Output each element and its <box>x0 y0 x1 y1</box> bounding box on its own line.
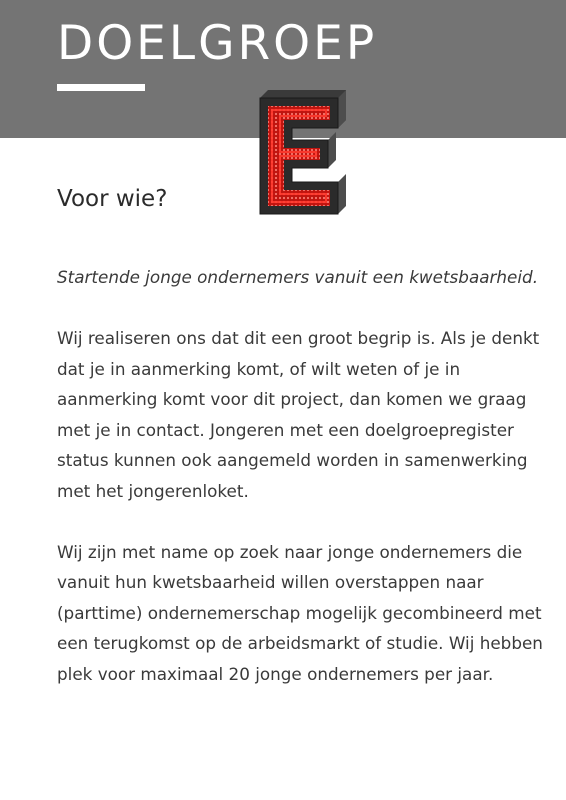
paragraph-target-group: Wij realiseren ons dat dit een groot begrip is. Als je denkt dat je in aanmerking komt, of wilt weten of je in aanmerking komt voor dit project, dan komen we graag met je in contact. Jongeren met een doelgroepregister status kunnen ook aangemeld worden in samenwerking met het jongerenloket. <box>57 328 540 501</box>
body-text <box>57 262 557 720</box>
marquee-letter-e-icon <box>250 84 350 216</box>
section-subheading: Voor wie? <box>57 186 168 212</box>
title-underline <box>57 84 145 91</box>
page-title: DOELGROEP <box>57 16 378 71</box>
paragraph-looking-for: Wij zijn met name op zoek naar jonge ondernemers die vanuit hun kwetsbaarheid willen overstappen naar (parttime) ondernemerschap mogelijk gecombineerd met een terugkomst op de arbeidsmarkt of studie. Wij hebben plek voor maximaal 20 jonge ondernemers per jaar. <box>57 541 543 684</box>
lead-paragraph: Startende jonge ondernemers vanuit een kwetsbaarheid. <box>57 267 539 287</box>
